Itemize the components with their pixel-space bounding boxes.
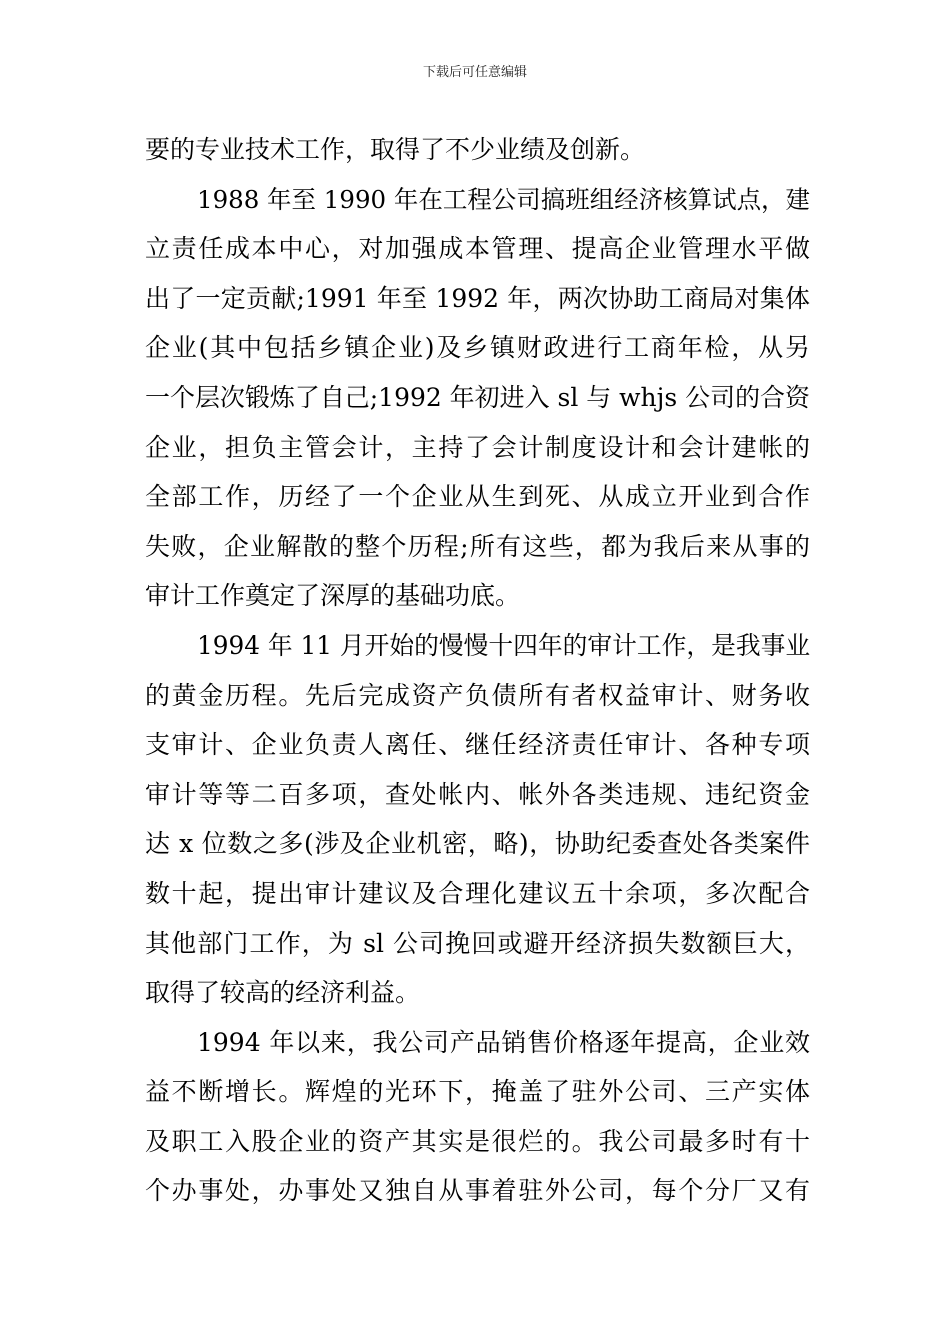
text-line: 1994 年以来，我公司产品销售价格逐年提高，企业效 [197, 1027, 810, 1057]
text-line: 审计等等二百多项，查处帐内、帐外各类违规、违纪资金 [145, 779, 810, 809]
text-line: 立责任成本中心，对加强成本管理、提高企业管理水平做 [145, 234, 810, 264]
document-body [145, 125, 810, 1216]
text-line: 1994 年 11 月开始的慢慢十四年的审计工作，是我事业 [197, 630, 811, 660]
text-line: 审计工作奠定了深厚的基础功底。 [145, 581, 521, 611]
text-line: 个办事处，办事处又独自从事着驻外公司，每个分厂又有 [145, 1176, 810, 1206]
text-line: 达 x 位数之多(涉及企业机密，略)，协助纪委查处各类案件 [145, 829, 810, 859]
page-header: 下载后可任意编辑 [422, 65, 527, 80]
text-line: 要的专业技术工作，取得了不少业绩及创新。 [145, 135, 646, 164]
text-line: 一个层次锻炼了自己;1992 年初进入 sl 与 whjs 公司的合资 [145, 382, 810, 412]
text-line: 数十起，提出审计建议及合理化建议五十余项，多次配合 [145, 878, 810, 908]
text-line: 1988 年至 1990 年在工程公司搞班组经济核算试点，建 [197, 184, 810, 214]
text-line: 支审计、企业负责人离任、继任经济责任审计、各种专项 [145, 730, 810, 760]
text-line: 企业(其中包括乡镇企业)及乡镇财政进行工商年检，从另 [145, 333, 810, 363]
text-line: 益不断增长。辉煌的光环下，掩盖了驻外公司、三产实体 [145, 1077, 810, 1107]
text-line: 其他部门工作，为 sl 公司挽回或避开经济损失数额巨大， [145, 928, 810, 958]
text-line: 出了一定贡献;1991 年至 1992 年，两次协助工商局对集体 [145, 283, 810, 313]
text-line: 全部工作，历经了一个企业从生到死、从成立开业到合作 [145, 482, 810, 512]
text-line: 取得了较高的经济利益。 [145, 978, 421, 1008]
text-line: 的黄金历程。先后完成资产负债所有者权益审计、财务收 [145, 680, 810, 710]
text-line: 企业，担负主管会计，主持了会计制度设计和会计建帐的 [145, 432, 810, 462]
text-line: 失败，企业解散的整个历程;所有这些，都为我后来从事的 [145, 531, 810, 561]
text-line: 及职工入股企业的资产其实是很烂的。我公司最多时有十 [145, 1126, 810, 1156]
